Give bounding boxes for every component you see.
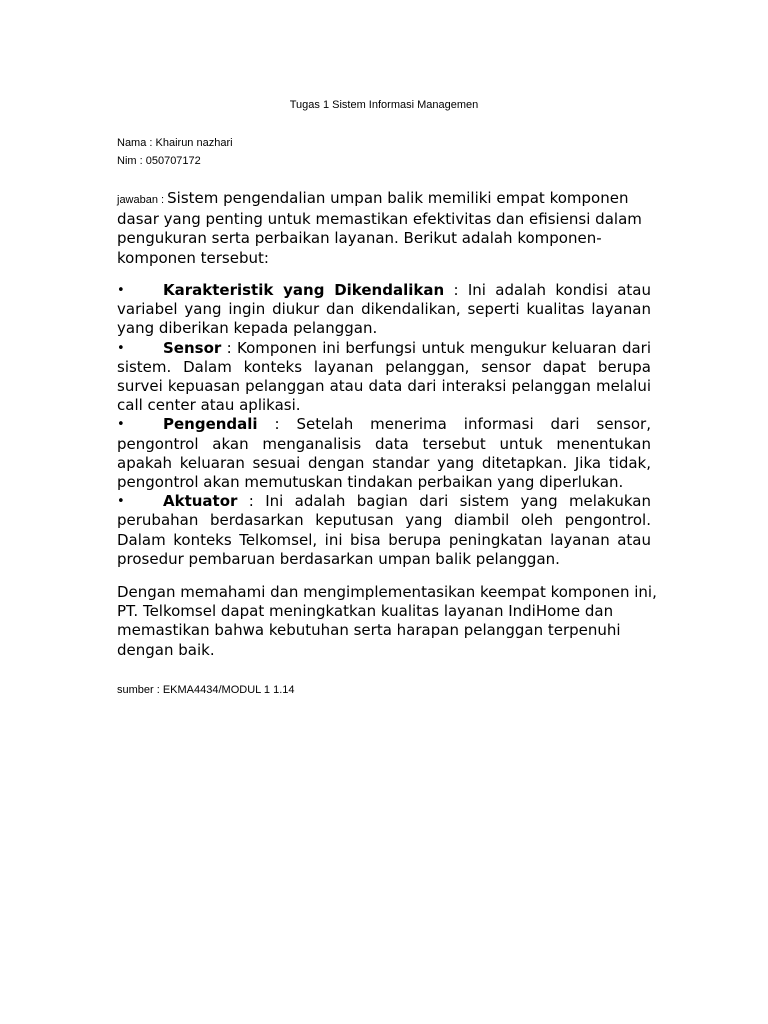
component-list <box>117 281 651 569</box>
student-name: Nama : Khairun nazhari <box>117 137 233 149</box>
intro-text: Sistem pengendalian umpan balik memiliki empat komponen dasar yang penting untuk memastikan efektivitas dan efisiensi dalam pengukuran serta perbaikan layanan. Berikut adalah komponen-komponen tersebut: <box>117 189 642 267</box>
source-reference: sumber : EKMA4434/MODUL 1 1.14 <box>117 684 295 696</box>
document-title: Tugas 1 Sistem Informasi Managemen <box>289 99 479 111</box>
component-term: Karakteristik yang Dikendalikan <box>163 281 445 299</box>
component-description: : Komponen ini berfungsi untuk mengukur keluaran dari sistem. Dalam konteks layanan pelanggan, sensor dapat berupa survei kepuasan pelanggan atau data dari interaksi pelanggan melalui call center atau aplikasi. <box>117 338 651 415</box>
component-term: Aktuator <box>163 492 238 511</box>
student-id: Nim : 050707172 <box>117 155 201 167</box>
bullet-icon: • <box>117 340 125 356</box>
bullet-icon: • <box>117 283 125 298</box>
intro-paragraph <box>117 189 657 268</box>
list-item-pengendali <box>117 415 651 492</box>
component-term: Pengendali <box>163 415 258 434</box>
component-description: : Setelah menerima informasi dari sensor, pengontrol akan menganalisis data tersebut untuk menentukan apakah keluaran sesuai dengan standar yang ditetapkan. Jika tidak, pengontrol akan memutuskan tindakan perbaikan yang diperlukan. <box>117 415 651 492</box>
list-item-karakteristik <box>117 281 651 339</box>
answer-label: jawaban : <box>117 194 168 206</box>
bullet-icon: • <box>117 494 125 510</box>
component-term: Sensor <box>163 338 222 357</box>
closing-paragraph: Dengan memahami dan mengimplementasikan keempat komponen ini, PT. Telkomsel dapat meningkatkan kualitas layanan IndiHome dan memastikan bahwa kebutuhan serta harapan pelanggan terpenuhi dengan baik. <box>117 583 657 659</box>
list-item-aktuator <box>117 492 651 569</box>
component-description: : Ini adalah bagian dari sistem yang melakukan perubahan berdasarkan keputusan yang diambil oleh pengontrol. Dalam konteks Telkomsel, ini bisa berupa peningkatan layanan atau prosedur pembaruan berdasarkan umpan balik pelanggan. <box>117 492 651 568</box>
list-item-sensor <box>117 339 651 416</box>
component-description: : Ini adalah kondisi atau variabel yang ingin diukur dan dikendalikan, seperti kualitas layanan yang diberikan kepada pelanggan. <box>117 281 651 338</box>
bullet-icon: • <box>117 417 125 433</box>
